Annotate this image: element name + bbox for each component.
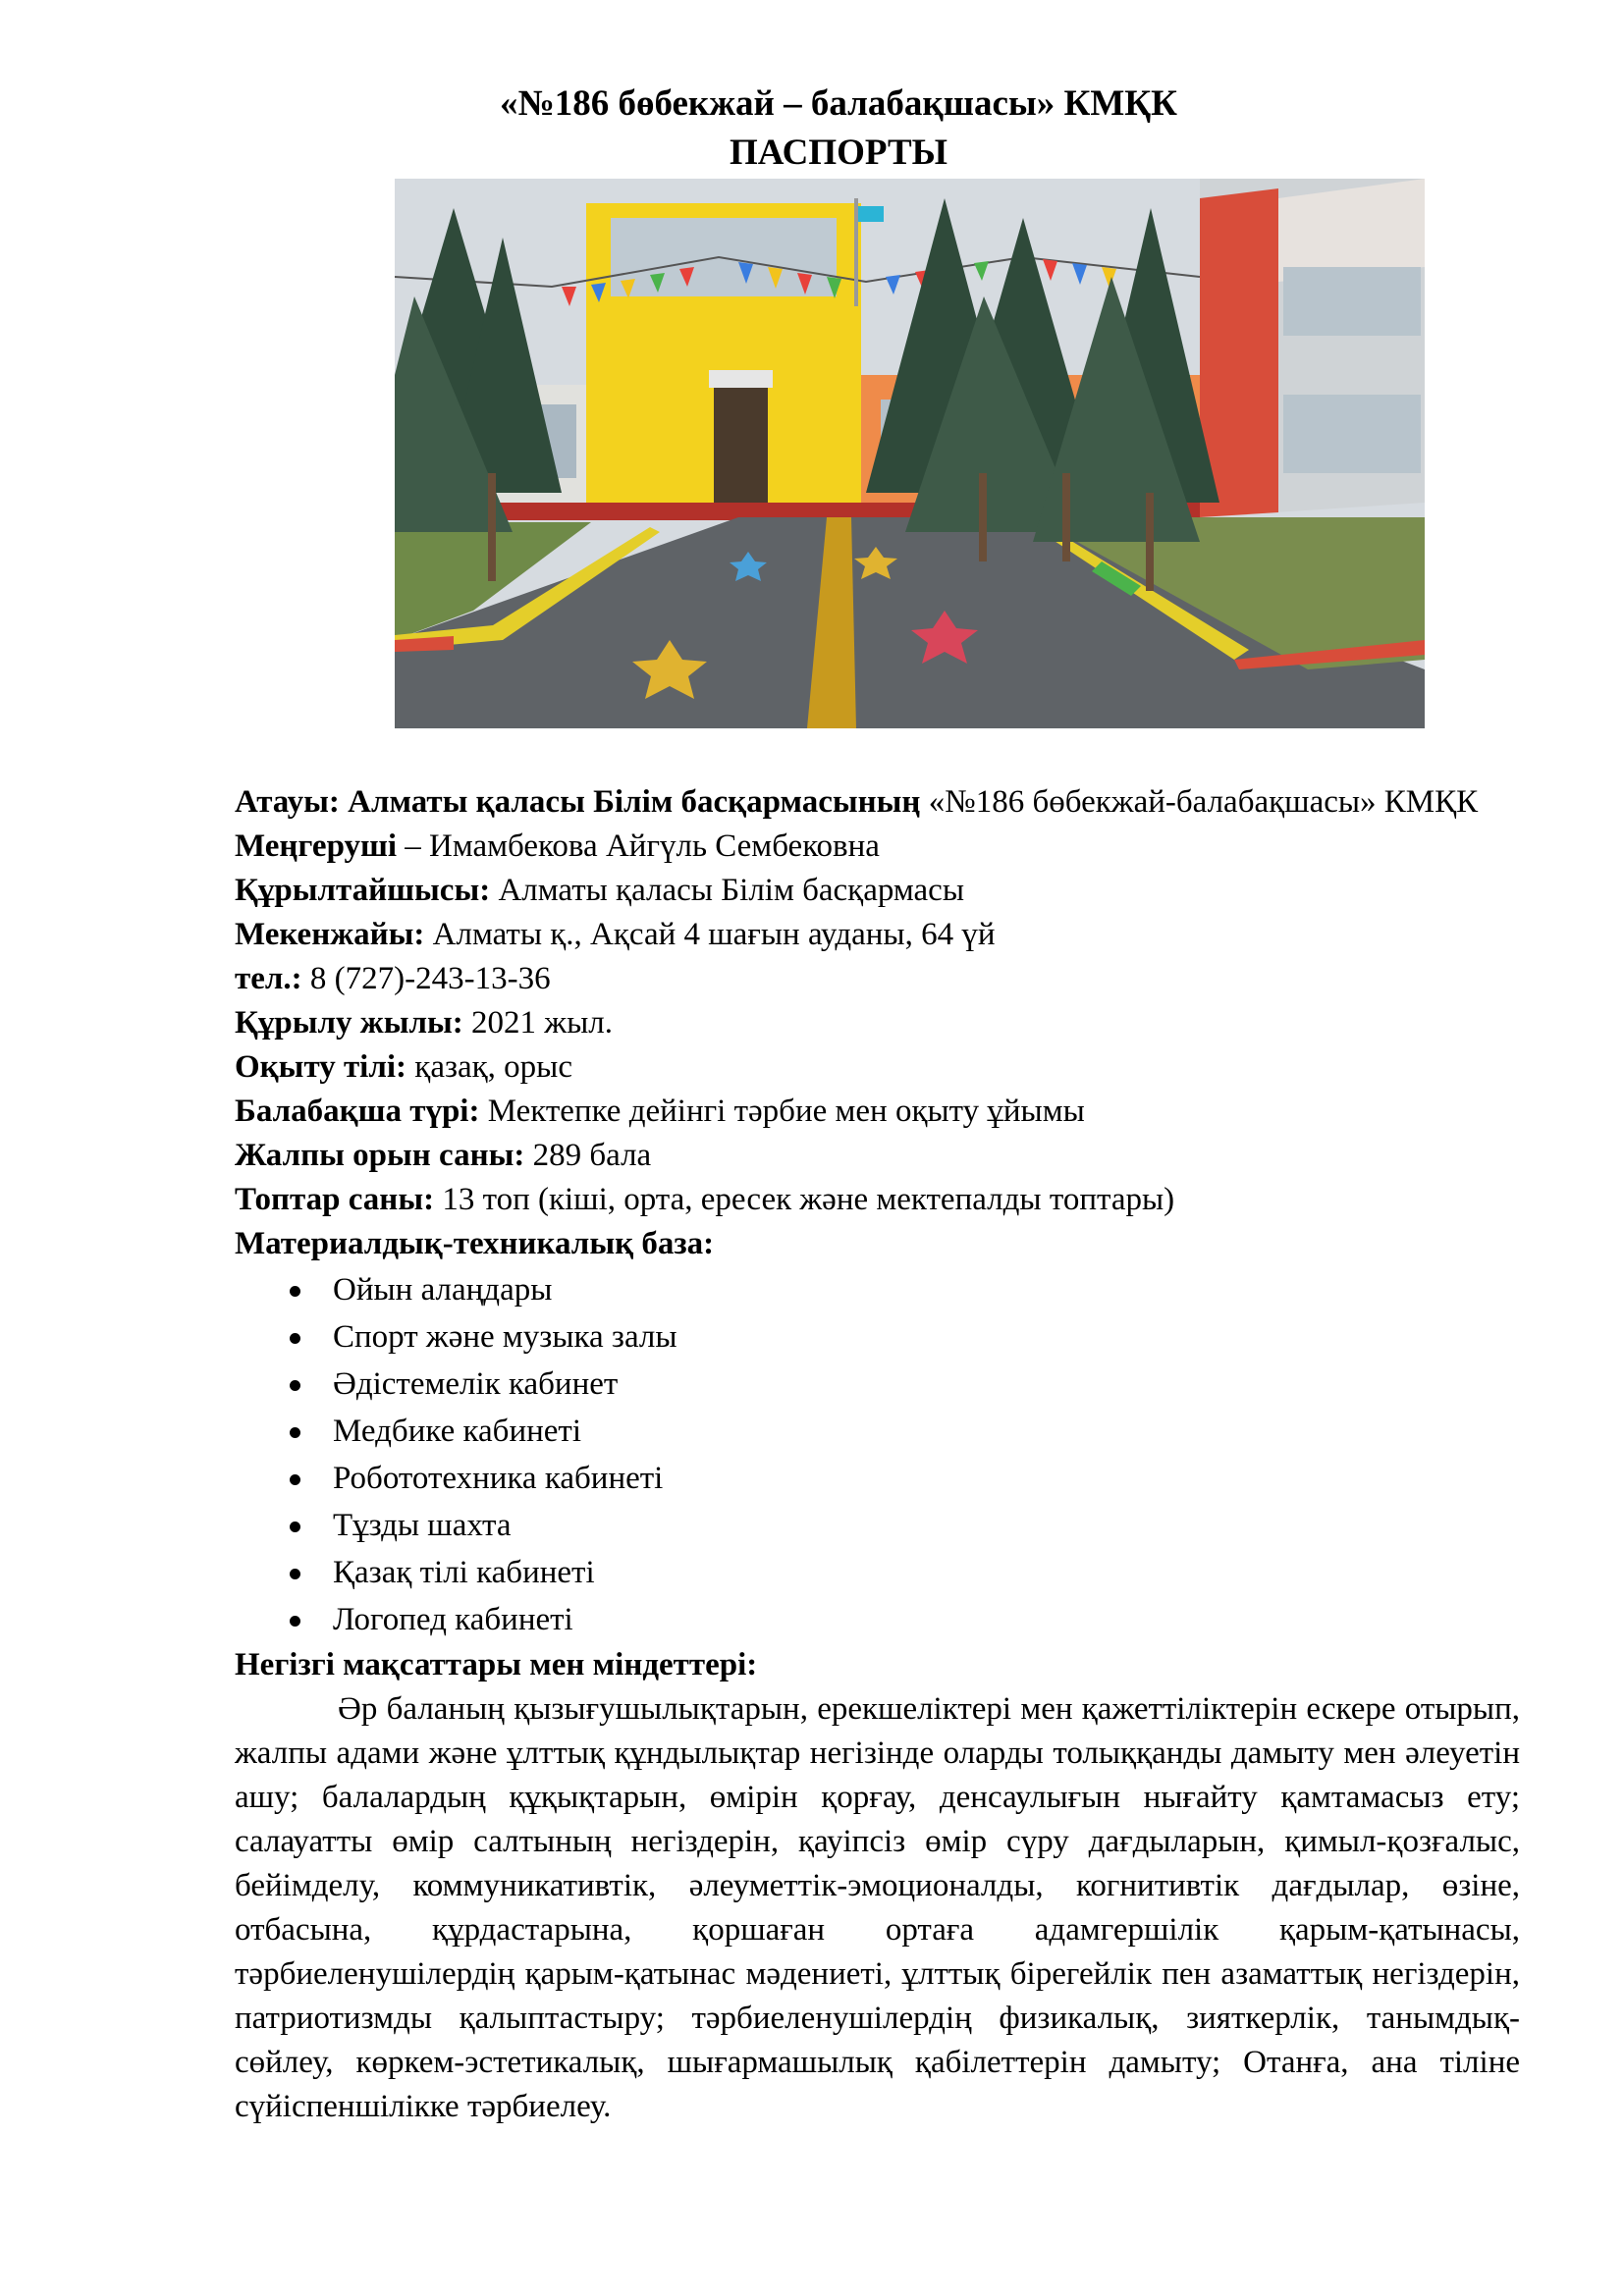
founder-row	[235, 869, 1521, 913]
bullet-icon	[290, 1427, 300, 1438]
head-value: – Имамбекова Айгүль Сембековна	[397, 828, 880, 864]
phone-label: тел.:	[235, 961, 302, 996]
phone-row	[235, 957, 1521, 1001]
passport-info	[235, 780, 1521, 2129]
goals-text: Әр баланың қызығушылықтарын, ерекшеліктері мен қажеттіліктерін ескере отырып, жалпы адами және ұлттық құндылықтар негізінде оларды толыққанды дамыту мен әлеуетін ашу; балалардың құқықтарын, өмірін қорғау, денсаулығын нығайту қамтамасыз ету; салауатты өмір салтының негіздерін, қауіпсіз өмір сүру дағдыларын, қимыл-қозғалыс, бейімделу, коммуникативтік, әлеуметтік-эмоционалды, когнитивтік дағдылар, өзіне, отбасына, құрдастарына, қоршаған ортаға адамгершілік қарым-қатынасы, тәрбиеленушілердің қарым-қатынас мәдениеті, ұлттық бірегейлік пен азаматтық негіздерін, патриотизмды қалыптастыру; тәрбиеленушілердің физикалық, зияткерлік, танымдық-сөйлеу, көркем-эстетикалық, шығармашылық қабілеттерін дамыту; Отанға, ана тіліне сүйіспеншілікке тәрбиелеу.	[235, 1691, 1520, 2124]
list-item: Робототехника кабинеті	[235, 1455, 1521, 1502]
document-subtitle: ПАСПОРТЫ	[730, 133, 947, 173]
name-value: «№186 бөбекжай-балабақшасы» КМҚК	[920, 784, 1479, 820]
type-row	[235, 1090, 1521, 1134]
type-value: Мектепке дейінгі тәрбие мен оқыту ұйымы	[479, 1094, 1085, 1129]
founder-label: Құрылтайшысы:	[235, 873, 491, 908]
address-row	[235, 913, 1521, 957]
list-item: Ойын алаңдары	[235, 1266, 1521, 1313]
goals-heading: Негізгі мақсаттары мен міндеттері:	[235, 1647, 758, 1682]
list-item: Әдістемелік кабинет	[235, 1361, 1521, 1408]
bullet-icon	[290, 1474, 300, 1485]
capacity-label: Жалпы орын саны:	[235, 1138, 525, 1173]
facilities-list	[235, 1266, 1521, 1643]
head-label: Меңгеруші	[235, 828, 398, 864]
groups-row	[235, 1178, 1521, 1222]
groups-value: 13 топ (кіші, орта, ересек және мектепалды топтары)	[434, 1182, 1175, 1217]
list-item: Қазақ тілі кабинеті	[235, 1549, 1521, 1596]
name-row	[235, 780, 1521, 825]
list-item: Медбике кабинеті	[235, 1408, 1521, 1455]
address-value: Алматы қ., Ақсай 4 шағын ауданы, 64 үй	[424, 917, 996, 952]
bullet-icon	[290, 1616, 300, 1627]
base-heading: Материалдық-техникалық база:	[235, 1226, 715, 1261]
capacity-row	[235, 1134, 1521, 1178]
bullet-icon	[290, 1569, 300, 1579]
list-item: Тұзды шахта	[235, 1502, 1521, 1549]
year-value: 2021 жыл.	[462, 1005, 613, 1041]
bullet-icon	[290, 1333, 300, 1344]
language-value: қазақ, орыс	[406, 1049, 572, 1085]
language-label: Оқыту тілі:	[235, 1049, 407, 1085]
bullet-icon	[290, 1286, 300, 1297]
list-item: Спорт және музыка залы	[235, 1313, 1521, 1361]
name-label: Атауы: Алматы қаласы Білім басқармасының	[235, 784, 921, 820]
bullet-icon	[290, 1380, 300, 1391]
bullet-icon	[290, 1522, 300, 1532]
language-row	[235, 1045, 1521, 1090]
list-item: Логопед кабинеті	[235, 1596, 1521, 1643]
founder-value: Алматы қаласы Білім басқармасы	[490, 873, 964, 908]
year-row	[235, 1001, 1521, 1045]
groups-label: Топтар саны:	[235, 1182, 435, 1217]
phone-value: 8 (727)-243-13-36	[301, 961, 551, 996]
building-photo	[395, 179, 1425, 728]
year-label: Құрылу жылы:	[235, 1005, 463, 1041]
type-label: Балабақша түрі:	[235, 1094, 480, 1129]
capacity-value: 289 бала	[524, 1138, 652, 1173]
document-title: «№186 бөбекжай – балабақшасы» КМҚК	[500, 83, 1177, 124]
address-label: Мекенжайы:	[235, 917, 425, 952]
head-row	[235, 825, 1521, 869]
